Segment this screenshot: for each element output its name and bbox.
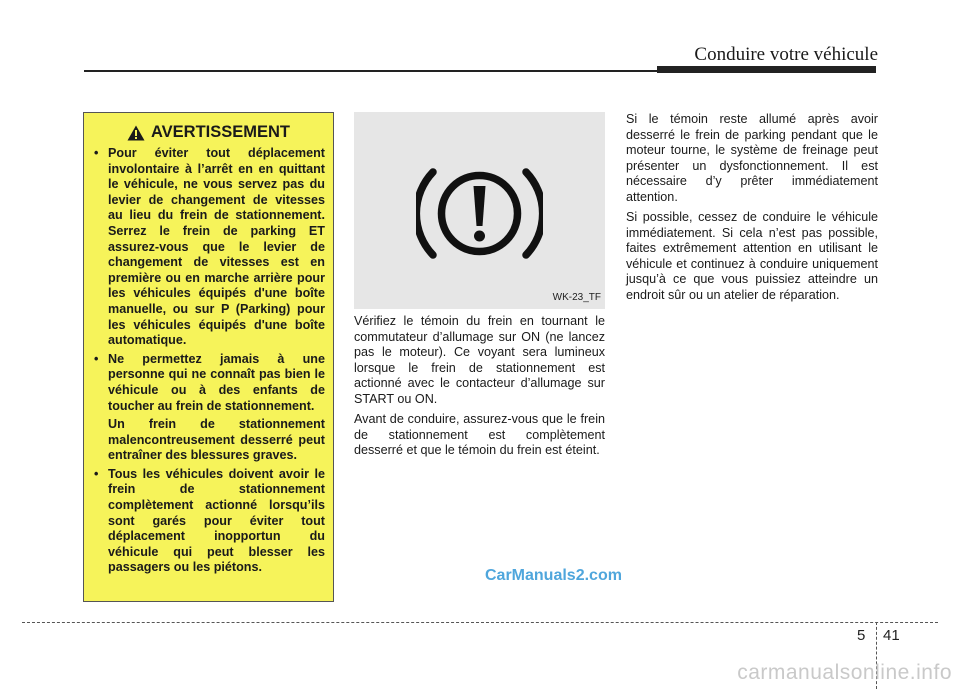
right-column	[626, 112, 878, 308]
figure-panel	[354, 112, 605, 309]
page-number: 41	[883, 627, 900, 644]
warning-item-text: • Ne permettez jamais à une personne qui ne connaît pas bien le véhicule ou à des enfants de toucher au frein de stationnement.	[108, 351, 325, 413]
body-paragraph: Vérifiez le témoin du frein en tournant le commutateur d’allumage sur ON (ne lancez pas le moteur). Ce voyant sera lumineux lorsque le frein de stationnement est actionné avec le contacteur d’allumage sur START ou ON.	[354, 314, 605, 406]
warning-triangle-icon	[127, 125, 145, 141]
warning-item-text: • Tous les véhicules doivent avoir le frein de stationnement complètement actionné lorsqu’ils sont garés pour éviter tout déplacement inopportun du véhicule qui peut blesser les passagers ou les piétons.	[108, 466, 325, 575]
parking-brake-warning-icon	[416, 156, 543, 271]
warning-list	[92, 146, 325, 576]
warning-heading	[92, 123, 325, 142]
warning-item	[92, 467, 325, 576]
body-paragraph: Si possible, cessez de conduire le véhicule immédiatement. Si cela n’est pas possible, faites extrêmement attention en utilisant le véhicule et continuez à conduire uniquement jusqu’à ce que vous puissiez atteindre un endroit sûr ou un atelier de réparation.	[626, 210, 878, 302]
site-watermark: carmanualsonline.info	[737, 661, 952, 684]
body-paragraph: Avant de conduire, assurez-vous que le frein de stationnement est complètement desserré et que le témoin du frein est éteint.	[354, 412, 605, 457]
header-rule	[84, 70, 657, 72]
watermark-link[interactable]: CarManuals2.com	[485, 567, 622, 584]
warning-box	[83, 112, 334, 602]
figure-code: WK-23_TF	[552, 292, 601, 303]
warning-item-text: Un frein de stationnement malencontreusement desserré peut entraîner des blessures graves.	[108, 417, 325, 463]
chapter-number: 5	[857, 627, 866, 644]
header-rule-accent	[657, 66, 876, 73]
warning-heading-text: AVERTISSEMENT	[150, 123, 291, 141]
page-header-title: Conduire votre véhicule	[694, 44, 878, 65]
warning-item-text: • Pour éviter tout déplacement involontaire à l’arrêt en en quittant le véhicule, ne vous servez pas du levier de changement de vitesses au lieu du frein de stationnement. Serrez le frein de parking ET assurez-vous que le levier de changement de vitesses est en première ou en marche arrière pour les véhicules équipés d'une boîte manuelle, ou sur P (Parking) pour les véhicules équipés d'une boîte automatique.	[108, 146, 325, 348]
warning-item	[92, 352, 325, 464]
warning-item	[92, 146, 325, 349]
middle-column	[354, 314, 605, 464]
footer-divider	[22, 622, 938, 623]
body-paragraph: Si le témoin reste allumé après avoir desserré le frein de parking pendant que le moteur tourne, le système de freinage peut présenter un dysfonctionnement. Il est nécessaire d’y prêter immédiatement attention.	[626, 112, 878, 204]
